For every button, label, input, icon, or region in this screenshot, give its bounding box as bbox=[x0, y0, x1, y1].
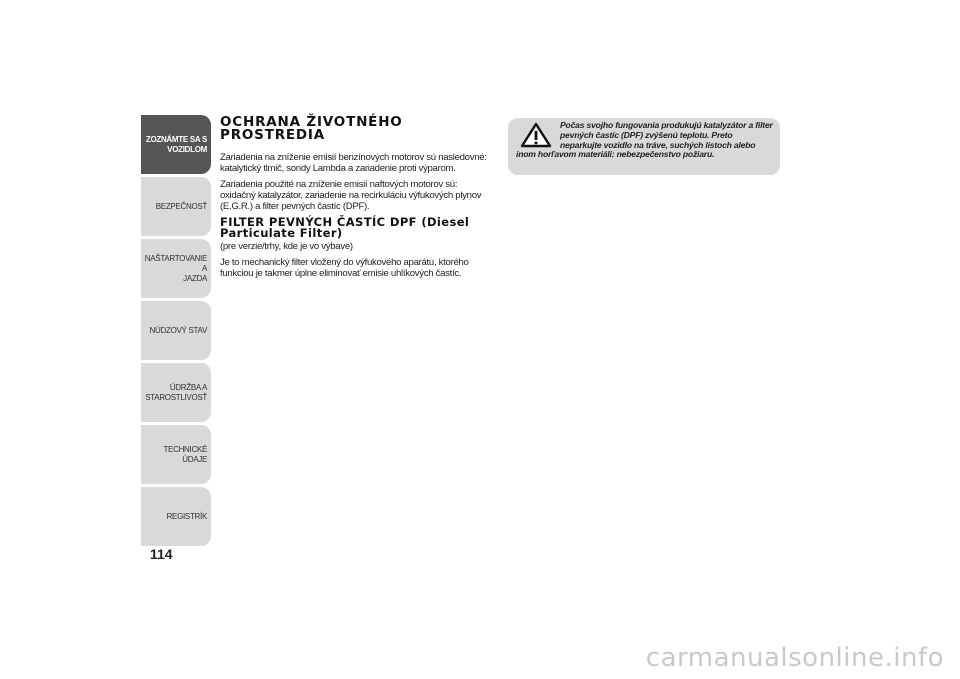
page-number: 114 bbox=[150, 546, 173, 562]
paragraph-gasoline-emissions: Zariadenia na zníženie emisií benzínových motorov sú nasledovné: katalytický tlmič, sondy Lambda a zariadenie proti výparom. bbox=[220, 152, 487, 174]
tab-bezpecnost[interactable]: BEZPEČNOSŤ bbox=[141, 177, 211, 236]
tab-technicke-udaje[interactable]: TECHNICKÉ ÚDAJE bbox=[141, 425, 211, 484]
section-heading-dpf: FILTER PEVNÝCH ČASTÍC DPF (Diesel Particulate Filter) bbox=[220, 215, 470, 240]
tab-zoznamte-sa[interactable]: ZOZNÁMTE SA S VOZIDLOM bbox=[141, 115, 211, 174]
chapter-sidebar bbox=[141, 115, 211, 549]
tab-nastartovanie[interactable]: NAŠTARTOVANIE A JAZDA bbox=[141, 239, 211, 298]
warning-triangle-icon bbox=[520, 122, 552, 148]
warning-box bbox=[508, 118, 780, 175]
paragraph-diesel-emissions: Zariadenia použité na zníženie emisií naftových motorov sú: oxidačný katalyzátor, zariadenie na recirkuláciu výfukových plynov (E.G.R.) a filter pevných častíc (DPF). bbox=[220, 179, 482, 212]
warning-text: Počas svojho fungovania produkujú katalyzátor a filter pevných častíc (DPF) zvýšenú teplotu. Preto neparkujte vozidlo na tráve, suchých listoch alebo inom horľavom materiáli: nebezpečenstvo požiaru. bbox=[516, 120, 773, 160]
section-heading-environment: OCHRANA ŽIVOTNÉHO PROSTREDIA bbox=[220, 114, 403, 143]
tab-udrzba[interactable]: ÚDRŽBA A STAROSTLIVOSŤ bbox=[141, 363, 211, 422]
watermark: carmanualsonline.info bbox=[645, 643, 944, 673]
main-column bbox=[220, 116, 490, 284]
paragraph-dpf-description: Je to mechanický filter vložený do výfukového aparátu, ktorého funkciou je takmer úplne eliminovať emisie uhlíkových častíc. bbox=[220, 257, 469, 279]
tab-nudzovy-stav[interactable]: NÚDZOVÝ STAV bbox=[141, 301, 211, 360]
paragraph-dpf-availability: (pre verzie/trhy, kde je vo výbave) bbox=[220, 241, 353, 252]
tab-registrik[interactable]: REGISTRÍK bbox=[141, 487, 211, 546]
